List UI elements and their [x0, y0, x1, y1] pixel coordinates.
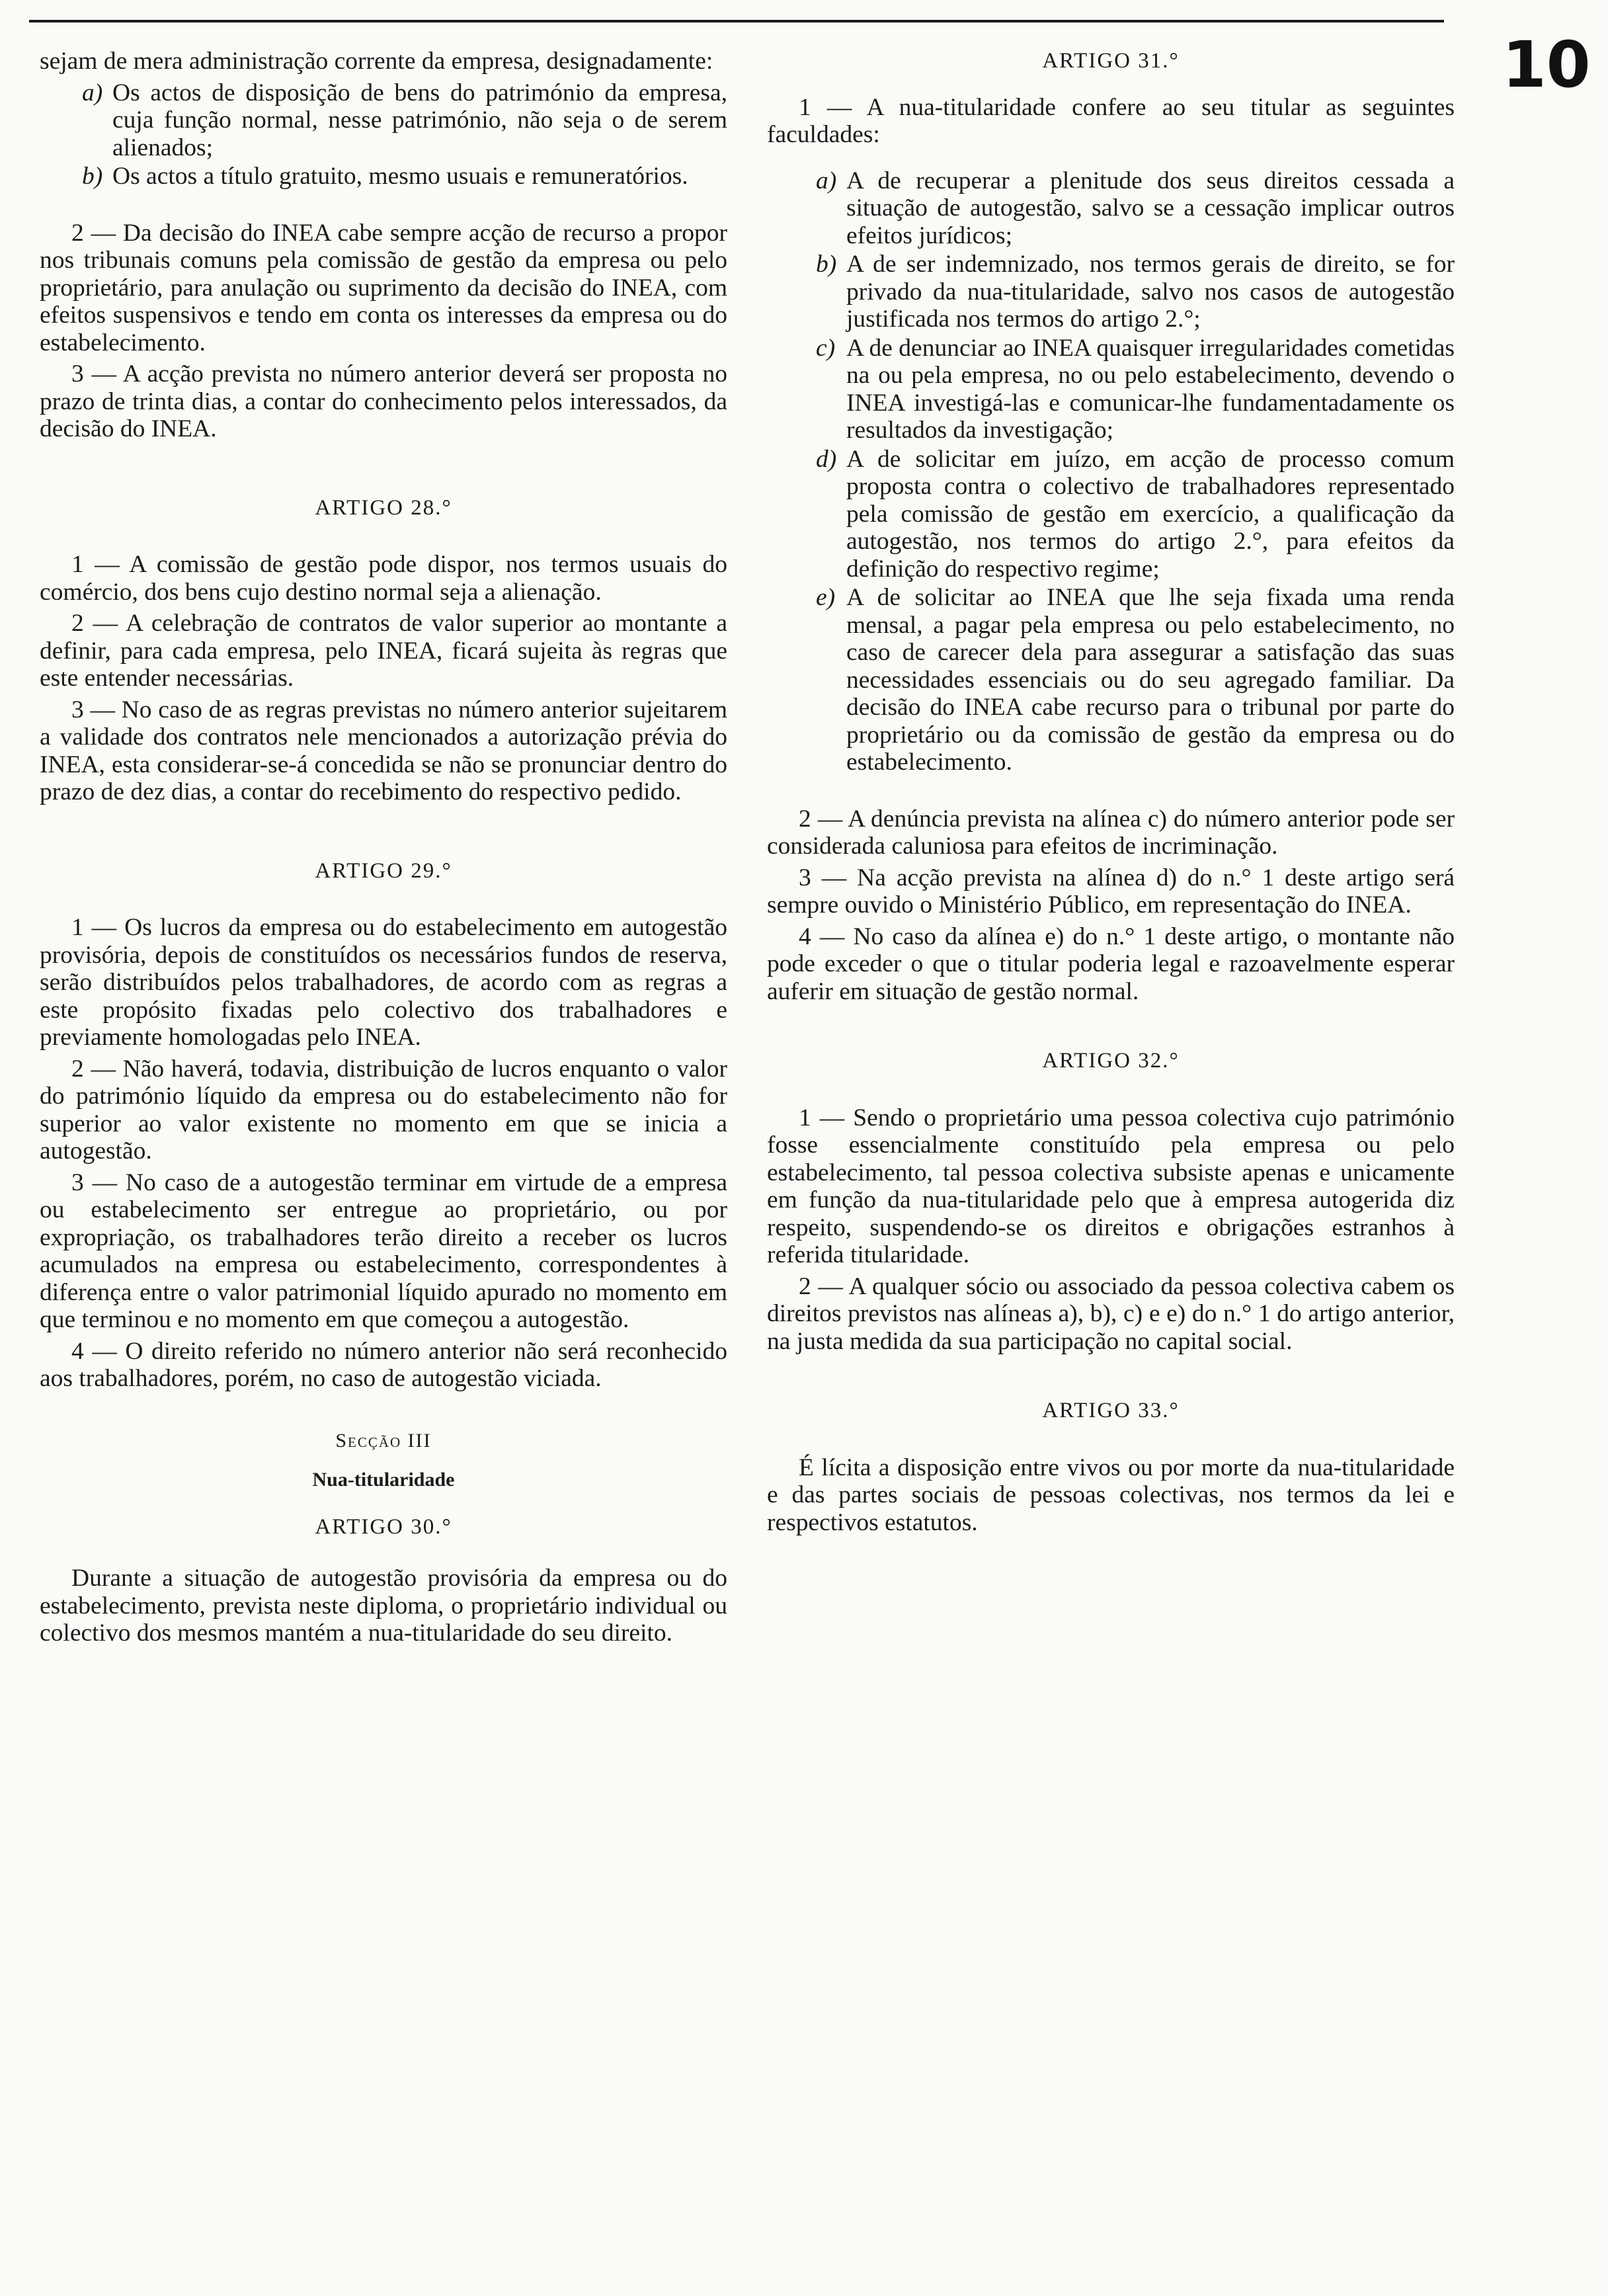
article-28-paragraph: 1 — A comissão de gestão pode dispor, nos termos usuais do comércio, dos bens cujo destino normal seja a alienação.: [40, 551, 727, 606]
list-item: [767, 446, 1455, 583]
article-29-paragraph: 3 — No caso de a autogestão terminar em virtude de a empresa ou estabelecimento ser entregue ao proprietário, ou por expropriação, os trabalhadores terão direito a receber os lucros acumulados na empresa ou estabelecimento, correspondentes à diferença entre o valor patrimonial líquido apurado no momento em que terminou e no momento em que começou a autogestão.: [40, 1168, 727, 1333]
article-29-paragraph: 4 — O direito referido no número anterior não será reconhecido aos trabalhadores, porém, no caso de autogestão viciada.: [40, 1337, 727, 1392]
article-28-paragraph: 3 — No caso de as regras previstas no número anterior sujeitarem a validade dos contratos nele mencionados a autorização prévia do INEA, esta considerar-se-á concedida se não se pronunciar dentro do prazo de dez dias, a contar do recebimento do respectivo pedido.: [40, 696, 727, 805]
list-item: [767, 167, 1455, 250]
intro-list: [40, 79, 727, 190]
left-column: [40, 48, 727, 1647]
subsection-heading: Nua-titularidade: [312, 1469, 455, 1491]
article-30-paragraph: Durante a situação de autogestão provisória da empresa ou do estabelecimento, prevista neste diploma, o proprietário individual ou colectivo dos mesmos mantém a nua-titularidade do seu direito.: [40, 1565, 727, 1647]
list-text: A de denunciar ao INEA quaisquer irregularidades cometidas na ou pela empresa, no ou pelo estabelecimento, devendo o INEA investigá-las e comunicar-lhe fundamentadamente os resultados da investigação;: [846, 334, 1455, 444]
list-marker: a): [816, 167, 837, 194]
article-31-intro: 1 — A nua-titularidade confere ao seu titular as seguintes faculdades:: [767, 93, 1455, 148]
article-31-heading: ARTIGO 31.°: [1042, 49, 1180, 73]
list-marker: b): [82, 163, 103, 190]
list-text: A de recuperar a plenitude dos seus direitos cessada a situação de autogestão, salvo se a cessação implicar outros efeitos jurídicos;: [846, 167, 1455, 249]
article-29-heading: ARTIGO 29.°: [315, 858, 452, 883]
list-marker: a): [82, 79, 103, 106]
top-rule: [29, 20, 1444, 22]
article-31-paragraph: 3 — Na acção prevista na alínea d) do n.° 1 deste artigo será sempre ouvido o Ministério Público, em representação do INEA.: [767, 864, 1455, 919]
article-29-paragraph: 1 — Os lucros da empresa ou do estabelecimento em autogestão provisória, depois de constituídos os necessários fundos de reserva, serão distribuídos pelos trabalhadores, de acordo com as regras a este propósito fixadas pelo colectivo dos trabalhadores e previamente homologadas pelo INEA.: [40, 914, 727, 1051]
list-text: Os actos a título gratuito, mesmo usuais e remuneratórios.: [112, 163, 688, 190]
article-33-paragraph: É lícita a disposição entre vivos ou por morte da nua-titularidade e das partes sociais de pessoas colectivas, nos termos da lei e respectivos estatutos.: [767, 1454, 1455, 1536]
article-30-heading: ARTIGO 30.°: [315, 1514, 452, 1539]
list-text: A de solicitar ao INEA que lhe seja fixada uma renda mensal, a pagar pela empresa ou pelo estabelecimento, no caso de carecer dela para assegurar a satisfação das suas necessidades essenciais ou do seu agregado familiar. Da decisão do INEA cabe recurso para o tribunal por parte do proprietário ou da comissão de gestão da empresa ou do estabelecimento.: [846, 584, 1455, 776]
article-28-paragraph: 2 — A celebração de contratos de valor superior ao montante a definir, para cada empresa, pelo INEA, ficará sujeita às regras que este entender necessárias.: [40, 610, 727, 692]
list-item: [767, 335, 1455, 444]
right-column: [767, 48, 1455, 1536]
list-text: Os actos de disposição de bens do património da empresa, cuja função normal, nesse património, não seja o de serem alienados;: [112, 79, 727, 161]
list-item: [40, 163, 727, 190]
list-item: [767, 584, 1455, 776]
list-item: [767, 251, 1455, 333]
article-32-heading: ARTIGO 32.°: [1042, 1049, 1180, 1073]
article-32-paragraph: 1 — Sendo o proprietário uma pessoa colectiva cujo património fosse essencialmente constituído pela empresa ou pelo estabelecimento, tal pessoa colectiva subsiste apenas e unicamente em função da nua-titularidade pelo que à empresa autogerida diz respeito, suspendendo-se os direitos e obrigações estranhos à referida titularidade.: [767, 1104, 1455, 1268]
section-heading: Secção III: [335, 1429, 432, 1452]
list-text: A de solicitar em juízo, em acção de processo comum proposta contra o colectivo de trabalhadores representado pela comissão de gestão em exercício, a qualificação da autogestão, nos termos do artigo 2.°, para efeitos da definição do respectivo regime;: [846, 445, 1455, 583]
list-marker: c): [816, 334, 836, 362]
list-marker: b): [816, 251, 837, 278]
paragraph-2: 2 — Da decisão do INEA cabe sempre acção de recurso a propor nos tribunais comuns pela comissão de gestão da empresa ou pelo proprietário, para anulação ou suprimento da decisão do INEA, com efeitos suspensivos e tendo em conta os interesses da empresa ou do estabelecimento.: [40, 219, 727, 356]
intro-paragraph: sejam de mera administração corrente da empresa, designadamente:: [40, 48, 713, 75]
article-28-heading: ARTIGO 28.°: [315, 495, 452, 520]
article-31-list: [767, 167, 1455, 776]
article-32-paragraph: 2 — A qualquer sócio ou associado da pessoa colectiva cabem os direitos previstos nas alíneas a), b), c) e e) do n.° 1 do artigo anterior, na justa medida da sua participação no capital social.: [767, 1272, 1455, 1355]
list-item: [40, 79, 727, 162]
article-31-paragraph: 2 — A denúncia prevista na alínea c) do número anterior pode ser considerada caluniosa para efeitos de incriminação.: [767, 805, 1455, 860]
article-33-heading: ARTIGO 33.°: [1042, 1399, 1180, 1422]
page-number: 10: [1502, 28, 1591, 102]
article-31-paragraph: 4 — No caso da alínea e) do n.° 1 deste artigo, o montante não pode exceder o que o titular poderia legal e razoavelmente esperar auferir em situação de gestão normal.: [767, 922, 1455, 1005]
article-29-paragraph: 2 — Não haverá, todavia, distribuição de lucros enquanto o valor do património líquido da empresa ou do estabelecimento não for superior ao valor existente no momento em que se inicia a autogestão.: [40, 1055, 727, 1165]
list-marker: e): [816, 584, 836, 611]
paragraph-3: 3 — A acção prevista no número anterior deverá ser proposta no prazo de trinta dias, a contar do conhecimento pelos interessados, da decisão do INEA.: [40, 360, 727, 442]
list-marker: d): [816, 445, 837, 473]
list-text: A de ser indemnizado, nos termos gerais de direito, se for privado da nua-titularidade, salvo nos casos de autogestão justificada nos termos do artigo 2.°;: [846, 251, 1455, 333]
